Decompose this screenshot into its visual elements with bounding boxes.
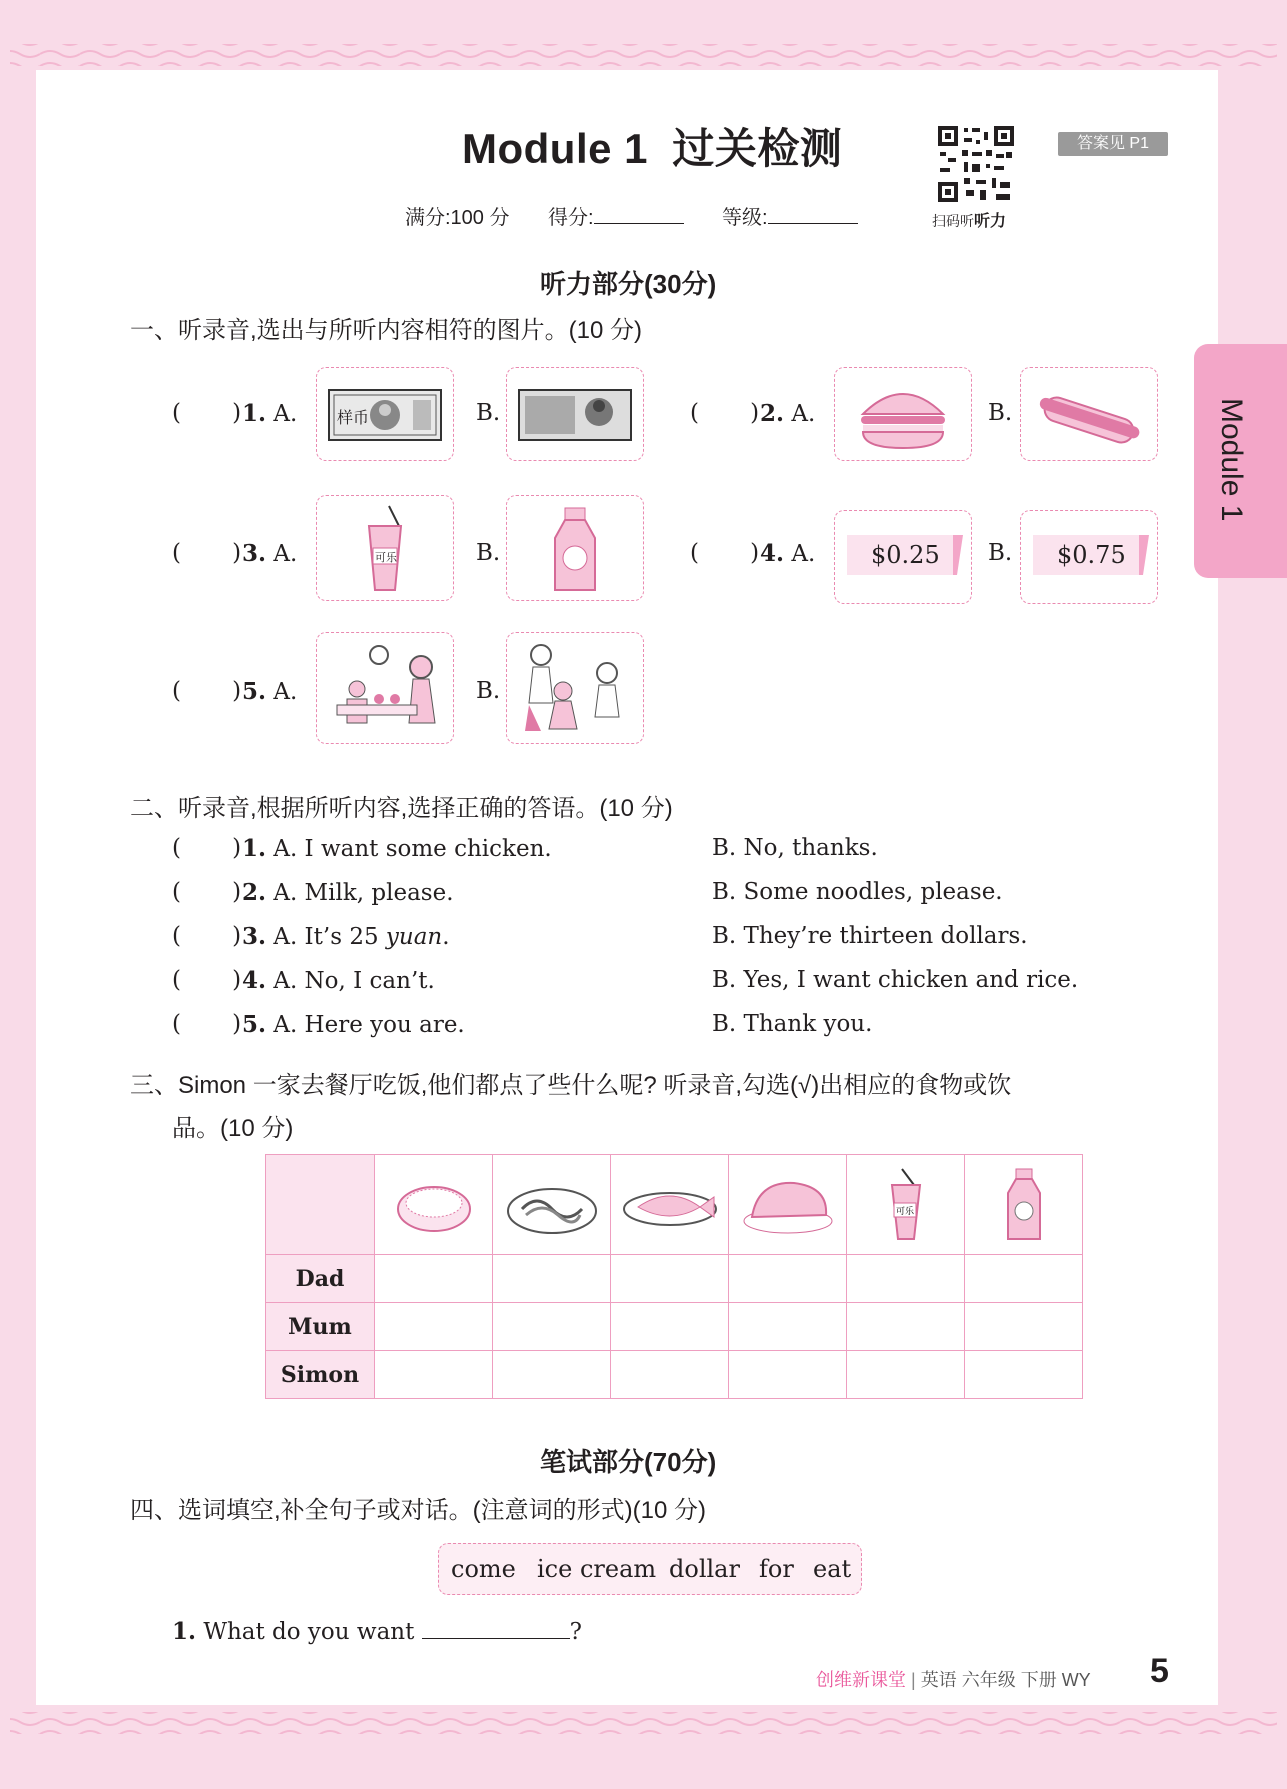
sec1-item-4: 4. A. [760,540,816,567]
option-box[interactable] [506,495,644,601]
sec2-title: 二、听录音,根据所听内容,选择正确的答语。(10 分) [130,795,673,822]
score-field: 得分: [548,201,684,230]
answer-blank[interactable]: ( ) [690,400,760,426]
writing-heading: 笔试部分(70分) [540,1447,717,1477]
check-cell[interactable] [729,1303,847,1351]
order-table [265,1154,1083,1399]
fill-blank[interactable] [422,1638,570,1639]
sec2-item-5-b: B. Thank you. [712,1011,873,1037]
noodles-plate-icon [502,1163,602,1243]
check-cell[interactable] [493,1351,611,1399]
page-number: 5 [1150,1652,1169,1690]
sec3-title-line1: 三、Simon 一家去餐厅吃饭,他们都点了些什么呢? 听录音,勾选(√)出相应的食物或饮 [130,1072,1012,1099]
option-b-label: B. [476,678,501,704]
sec2-item-1: 1. A. I want some chicken. [242,835,552,862]
option-box[interactable] [316,632,454,744]
sec2-item-5: 5. A. Here you are. [242,1011,465,1038]
footer-course: 英语 六年级 下册 WY [920,1670,1091,1690]
option-b-label: B. [476,400,501,426]
answer-blank[interactable]: ( ) [172,967,242,993]
check-cell[interactable] [493,1303,611,1351]
milk-bottle-icon [507,496,643,600]
option-b-label: B. [988,400,1013,426]
check-cell[interactable] [847,1351,965,1399]
sec1-item-2: 2. A. [760,400,816,427]
check-cell[interactable] [965,1351,1083,1399]
answer-blank[interactable]: ( ) [172,400,242,426]
sec4-question-1: 1. What do you want ? [172,1618,583,1645]
sample-note-text: 样币 [337,410,370,427]
price-b: $0.75 [1057,541,1126,569]
footer-brand: 创维新课堂 [816,1670,906,1690]
option-box[interactable] [506,632,644,744]
family-playing-icon [507,633,643,743]
sec2-item-3-b: B. They’re thirteen dollars. [712,923,1028,949]
cola-text: 可乐 [895,1206,914,1217]
check-cell[interactable] [729,1351,847,1399]
option-b-label: B. [476,540,501,566]
sec1-item-5: 5. A. [242,678,298,705]
qr-caption: 扫码听听力 [932,213,1007,230]
row-label: Simon [266,1351,375,1399]
sec1-item-3: 3. A. [242,540,298,567]
listening-heading: 听力部分(30分) [540,269,717,299]
cola-cup-icon [856,1163,956,1243]
answer-blank[interactable]: ( ) [172,678,242,704]
row-label: Dad [266,1255,375,1303]
cola-label: 可乐 [375,552,397,564]
food-col [375,1155,493,1255]
food-col [729,1155,847,1255]
answer-blank[interactable]: ( ) [172,540,242,566]
page-title: Module 1 过关检测 [462,125,843,172]
option-box[interactable] [316,367,454,461]
rice-bowl-icon [384,1163,484,1243]
table-corner [266,1155,375,1255]
answer-ref-badge: 答案见 P1 [1058,132,1168,156]
grade-field: 等级: [722,201,858,230]
sec2-item-3: 3. A. It’s 25 yuan. [242,923,450,950]
milk-bottle-icon [974,1163,1074,1243]
sec2-item-4: 4. A. No, I can’t. [242,967,435,994]
check-cell[interactable] [965,1255,1083,1303]
food-col [611,1155,729,1255]
option-box[interactable] [1020,510,1158,604]
full-score: 满分:100 分 [405,207,510,229]
food-col [847,1155,965,1255]
option-box[interactable] [834,510,972,604]
fish-plate-icon [620,1163,720,1243]
sec4-title: 四、选词填空,补全句子或对话。(注意词的形式)(10 分) [130,1497,706,1524]
yuan-note-icon [507,368,643,460]
food-col [493,1155,611,1255]
answer-blank[interactable]: ( ) [172,1011,242,1037]
check-cell[interactable] [375,1351,493,1399]
check-cell[interactable] [611,1255,729,1303]
food-col [965,1155,1083,1255]
footer-info: 创维新课堂 | 英语 六年级 下册 WY [816,1670,1091,1690]
check-cell[interactable] [965,1303,1083,1351]
sec2-item-2-b: B. Some noodles, please. [712,879,1003,905]
word-bank [438,1543,862,1595]
word-come: come [451,1555,516,1583]
sec1-title: 一、听录音,选出与所听内容相符的图片。(10 分) [130,317,643,344]
price-a: $0.25 [871,541,940,569]
word-for: for [759,1555,794,1583]
sec2-item-2: 2. A. Milk, please. [242,879,454,906]
check-cell[interactable] [375,1303,493,1351]
module-side-tab[interactable]: Module 1 [1194,344,1287,578]
check-cell[interactable] [729,1255,847,1303]
family-shopping-icon [317,633,453,743]
option-box[interactable] [506,367,644,461]
hamburger-icon [835,368,971,460]
answer-blank[interactable]: ( ) [690,540,760,566]
sec3-title-line2: 品。(10 分) [172,1115,294,1142]
word-eat: eat [813,1555,852,1583]
check-cell[interactable] [847,1255,965,1303]
sec1-item-1: 1. A. [242,400,298,427]
sec2-item-4-b: B. Yes, I want chicken and rice. [712,967,1079,993]
row-label: Mum [266,1303,375,1351]
check-cell[interactable] [375,1255,493,1303]
roast-chicken-icon [738,1163,838,1243]
check-cell[interactable] [611,1351,729,1399]
hotdog-icon [1021,368,1157,460]
option-box[interactable] [834,367,972,461]
option-box[interactable] [1020,367,1158,461]
word-dollar: dollar [669,1555,740,1583]
sec2-item-1-b: B. No, thanks. [712,835,878,861]
answer-blank[interactable]: ( ) [172,879,242,905]
option-box[interactable] [316,495,454,601]
cola-cup-icon [317,496,453,600]
check-cell[interactable] [847,1303,965,1351]
answer-blank[interactable]: ( ) [172,923,242,949]
qr-code-icon[interactable] [936,124,1016,204]
option-b-label: B. [988,540,1013,566]
check-cell[interactable] [611,1303,729,1351]
check-cell[interactable] [493,1255,611,1303]
word-ice-cream: ice cream [537,1555,657,1583]
answer-blank[interactable]: ( ) [172,835,242,861]
